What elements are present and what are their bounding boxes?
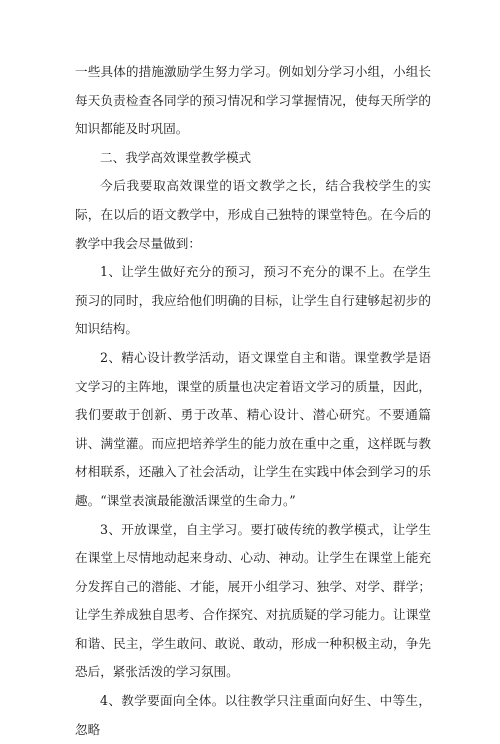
paragraph-intro: 今后我要取高效课堂的语文教学之长，结合我校学生的实际，在以后的语文教学中，形成自己独特的课堂特色。在今后的教学中我会尽量做到： — [75, 178, 431, 251]
paragraph-continuation: 一些具体的措施激励学生努力学习。例如划分学习小组，小组长每天负责检查各同学的预习情况和学习掌握情况，使每天所学的知识都能及时巩固。 — [75, 64, 431, 137]
paragraph-item-4: 4、教学要面向全体。以往教学只注重面向好生、中等生，忽略 — [75, 693, 431, 737]
paragraph-item-2: 2、精心设计教学活动，语文课堂自主和谐。课堂教学是语文学习的主阵地，课堂的质量也决定着语文学习的质量，因此，我们要敢于创新、勇于改革、精心设计、潜心研究。不要通篇讲、满堂灌。而应把培养学生的能力放在重中之重，这样既与教材相联系，还融入了社会活动，让学生在实践中体会到学习的乐趣。“课堂表演最能激活课堂的生命力。” — [75, 349, 431, 508]
paragraph-item-3: 3、开放课堂，自主学习。要打破传统的教学模式，让学生在课堂上尽情地动起来身动、心动、神动。让学生在课堂上能充分发挥自己的潜能、才能，展开小组学习、独学、对学、群学；让学生养成独自思考、合作探究、对抗质疑的学习能力。让课堂和谐、民主，学生敢问、敢说、敢动，形成一种积极主动，争先恐后，紧张活泼的学习氛围。 — [75, 521, 431, 680]
paragraph-item-1: 1、让学生做好充分的预习，预习不充分的课不上。在学生预习的同时，我应给他们明确的目标，让学生自行建够起初步的知识结构。 — [75, 264, 431, 337]
document-body — [75, 58, 431, 744]
section-heading: 二、我学高效课堂教学模式 — [100, 149, 252, 165]
